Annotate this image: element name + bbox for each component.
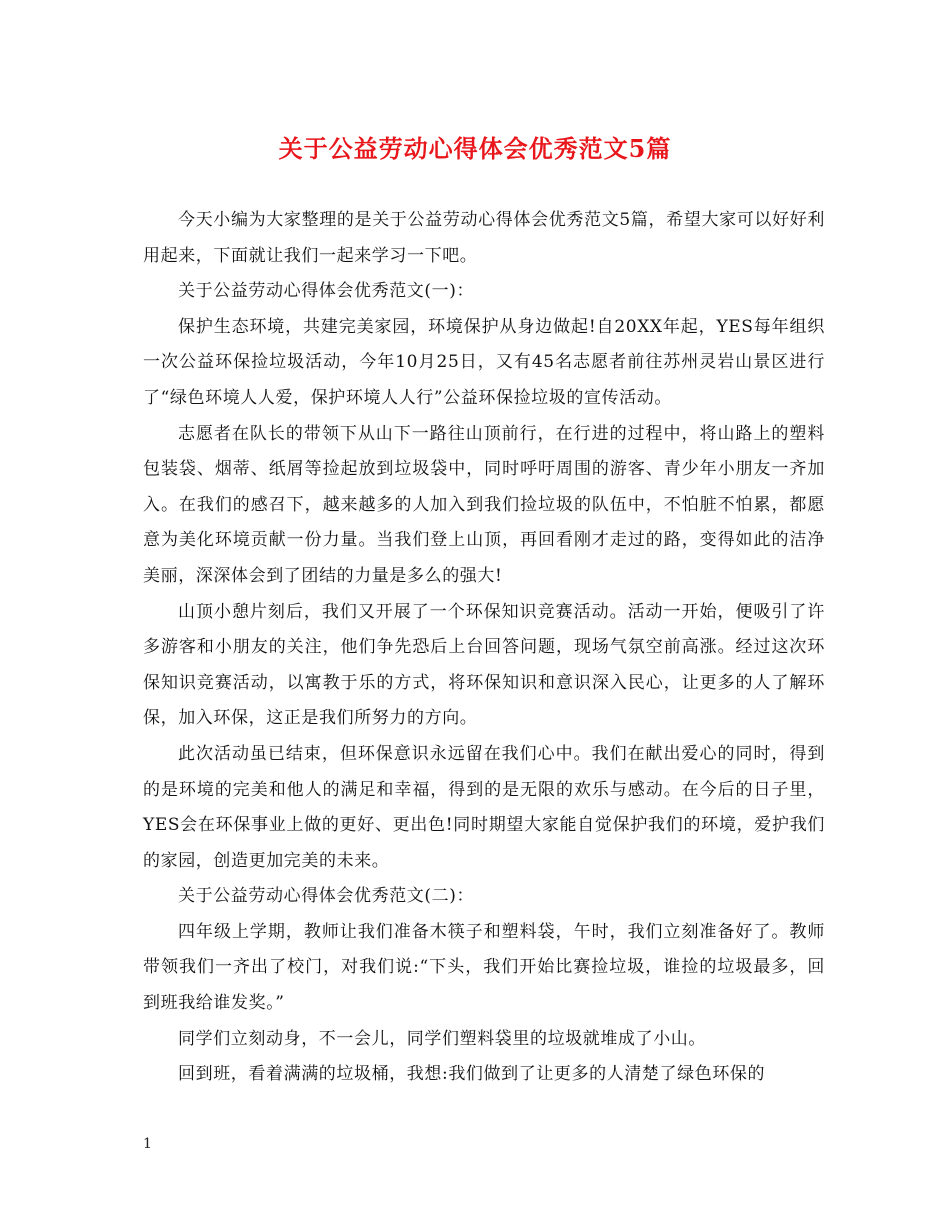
paragraph: 志愿者在队长的带领下从山下一路往山顶前行，在行进的过程中，将山路上的塑料包装袋、烟蒂、纸屑等捡起放到垃圾袋中，同时呼吁周围的游客、青少年小朋友一齐加入。在我们的感召下，越来越多的人加入到我们捡垃圾的队伍中，不怕脏不怕累，都愿意为美化环境贡献一份力量。当我们登上山顶，再回看刚才走过的路，变得如此的洁净美丽，深深体会到了团结的力量是多么的强大! — [143, 423, 825, 586]
section-heading-2: 关于公益劳动心得体会优秀范文(二)： — [178, 886, 475, 907]
paragraph: 此次活动虽已结束，但环保意识永远留在我们心中。我们在献出爱心的同时，得到的是环境的完美和他人的满足和幸福，得到的是无限的欢乐与感动。在今后的日子里，YES会在环保事业上做的更好、更出色!同时期望大家能自觉保护我们的环境，爱护我们的家园，创造更加完美的未来。 — [143, 743, 825, 871]
paragraph: 同学们立刻动身，不一会儿，同学们塑料袋里的垃圾就堆成了小山。 — [178, 1028, 706, 1049]
paragraph: 保护生态环境，共建完美家园，环境保护从身边做起!自20XX年起，YES每年组织一次公益环保捡垃圾活动，今年10月25日，又有45名志愿者前往苏州灵岩山景区进行了“绿色环境人人爱，保护环境人人行”公益环保捡垃圾的宣传活动。 — [143, 316, 825, 408]
document-title: 关于公益劳动心得体会优秀范文5篇 — [278, 134, 672, 163]
paragraph-intro: 今天小编为大家整理的是关于公益劳动心得体会优秀范文5篇，希望大家可以好好利用起来，下面就让我们一起来学习一下吧。 — [143, 210, 825, 266]
page-number: 1 — [143, 1136, 152, 1152]
document-body — [143, 203, 825, 1093]
section-heading-1: 关于公益劳动心得体会优秀范文(一)： — [178, 281, 475, 302]
paragraph: 四年级上学期，教师让我们准备木筷子和塑料袋，午时，我们立刻准备好了。教师带领我们一齐出了校门，对我们说:“下头，我们开始比赛捡垃圾，谁捡的垃圾最多，回到班我给谁发奖。” — [143, 921, 825, 1014]
paragraph: 回到班，看着满满的垃圾桶，我想:我们做到了让更多的人清楚了绿色环保的 — [178, 1064, 766, 1085]
paragraph: 山顶小憩片刻后，我们又开展了一个环保知识竞赛活动。活动一开始，便吸引了许多游客和小朋友的关注，他们争先恐后上台回答问题，现场气氛空前高涨。经过这次环保知识竞赛活动，以寓教于乐的方式，将环保知识和意识深入民心，让更多的人了解环保，加入环保，这正是我们所努力的方向。 — [143, 601, 825, 729]
